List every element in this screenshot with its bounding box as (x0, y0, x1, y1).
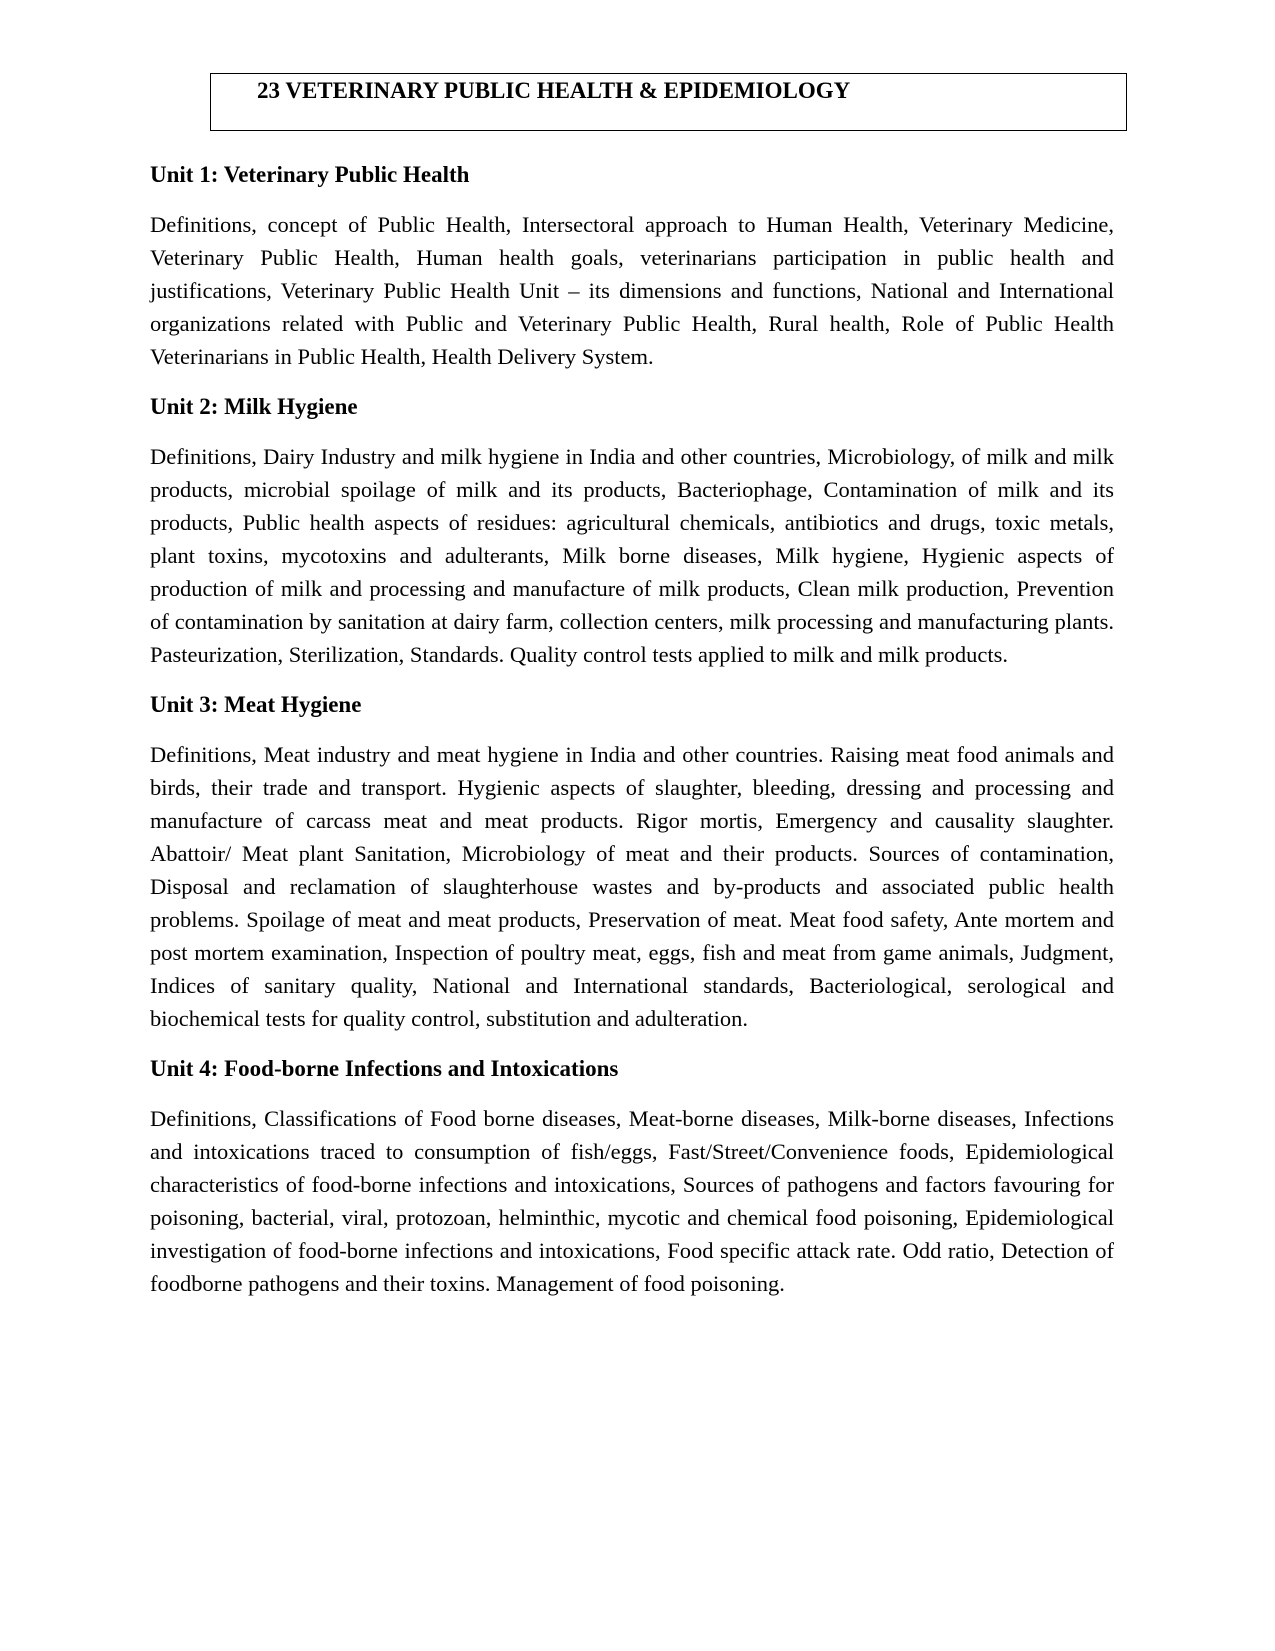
unit-3-body: Definitions, Meat industry and meat hygiene in India and other countries. Raising meat food animals and birds, their trade and transport. Hygienic aspects of slaughter, bleeding, dressing and processing and manufacture of carcass meat and meat products. Rigor mortis, Emergency and causality slaughter. Abattoir/ Meat plant Sanitation, Microbiology of meat and their products. Sources of contamination, Disposal and reclamation of slaughterhouse wastes and by-products and associated public health problems. Spoilage of meat and meat products, Preservation of meat. Meat food safety, Ante mortem and post mortem examination, Inspection of poultry meat, eggs, fish and meat from game animals, Judgment, Indices of sanitary quality, National and International standards, Bacteriological, serological and biochemical tests for quality control, substitution and adulteration. (150, 742, 1114, 1031)
unit-3-section (150, 688, 1114, 1035)
document-title: 23 VETERINARY PUBLIC HEALTH & EPIDEMIOLOGY (257, 78, 851, 103)
unit-2-body: Definitions, Dairy Industry and milk hygiene in India and other countries, Microbiology, of milk and milk products, microbial spoilage of milk and its products, Bacteriophage, Contamination of milk and its products, Public health aspects of residues: agricultural chemicals, antibiotics and drugs, toxic metals, plant toxins, mycotoxins and adulterants, Milk borne diseases, Milk hygiene, Hygienic aspects of production of milk and processing and manufacture of milk products, Clean milk production, Prevention of contamination by sanitation at dairy farm, collection centers, milk processing and manufacturing plants. Pasteurization, Sterilization, Standards. Quality control tests applied to milk and milk products. (150, 444, 1114, 667)
unit-4-heading: Unit 4: Food-borne Infections and Intoxications (150, 1056, 619, 1081)
unit-1-heading: Unit 1: Veterinary Public Health (150, 162, 470, 187)
unit-2-heading: Unit 2: Milk Hygiene (150, 394, 358, 419)
unit-1-section (150, 158, 1114, 373)
unit-2-section (150, 390, 1114, 671)
title-box (210, 73, 1127, 131)
unit-1-body: Definitions, concept of Public Health, Intersectoral approach to Human Health, Veterinary Medicine, Veterinary Public Health, Human health goals, veterinarians participation in public health and justifications, Veterinary Public Health Unit – its dimensions and functions, National and International organizations related with Public and Veterinary Public Health, Rural health, Role of Public Health Veterinarians in Public Health, Health Delivery System. (150, 212, 1114, 369)
document-content (150, 158, 1114, 1317)
unit-4-body: Definitions, Classifications of Food borne diseases, Meat-borne diseases, Milk-borne diseases, Infections and intoxications traced to consumption of fish/eggs, Fast/Street/Convenience foods, Epidemiological characteristics of food-borne infections and intoxications, Sources of pathogens and factors favouring for poisoning, bacterial, viral, protozoan, helminthic, mycotic and chemical food poisoning, Epidemiological investigation of food-borne infections and intoxications, Food specific attack rate. Odd ratio, Detection of foodborne pathogens and their toxins. Management of food poisoning. (150, 1106, 1114, 1296)
unit-4-section (150, 1052, 1114, 1300)
unit-3-heading: Unit 3: Meat Hygiene (150, 692, 362, 717)
